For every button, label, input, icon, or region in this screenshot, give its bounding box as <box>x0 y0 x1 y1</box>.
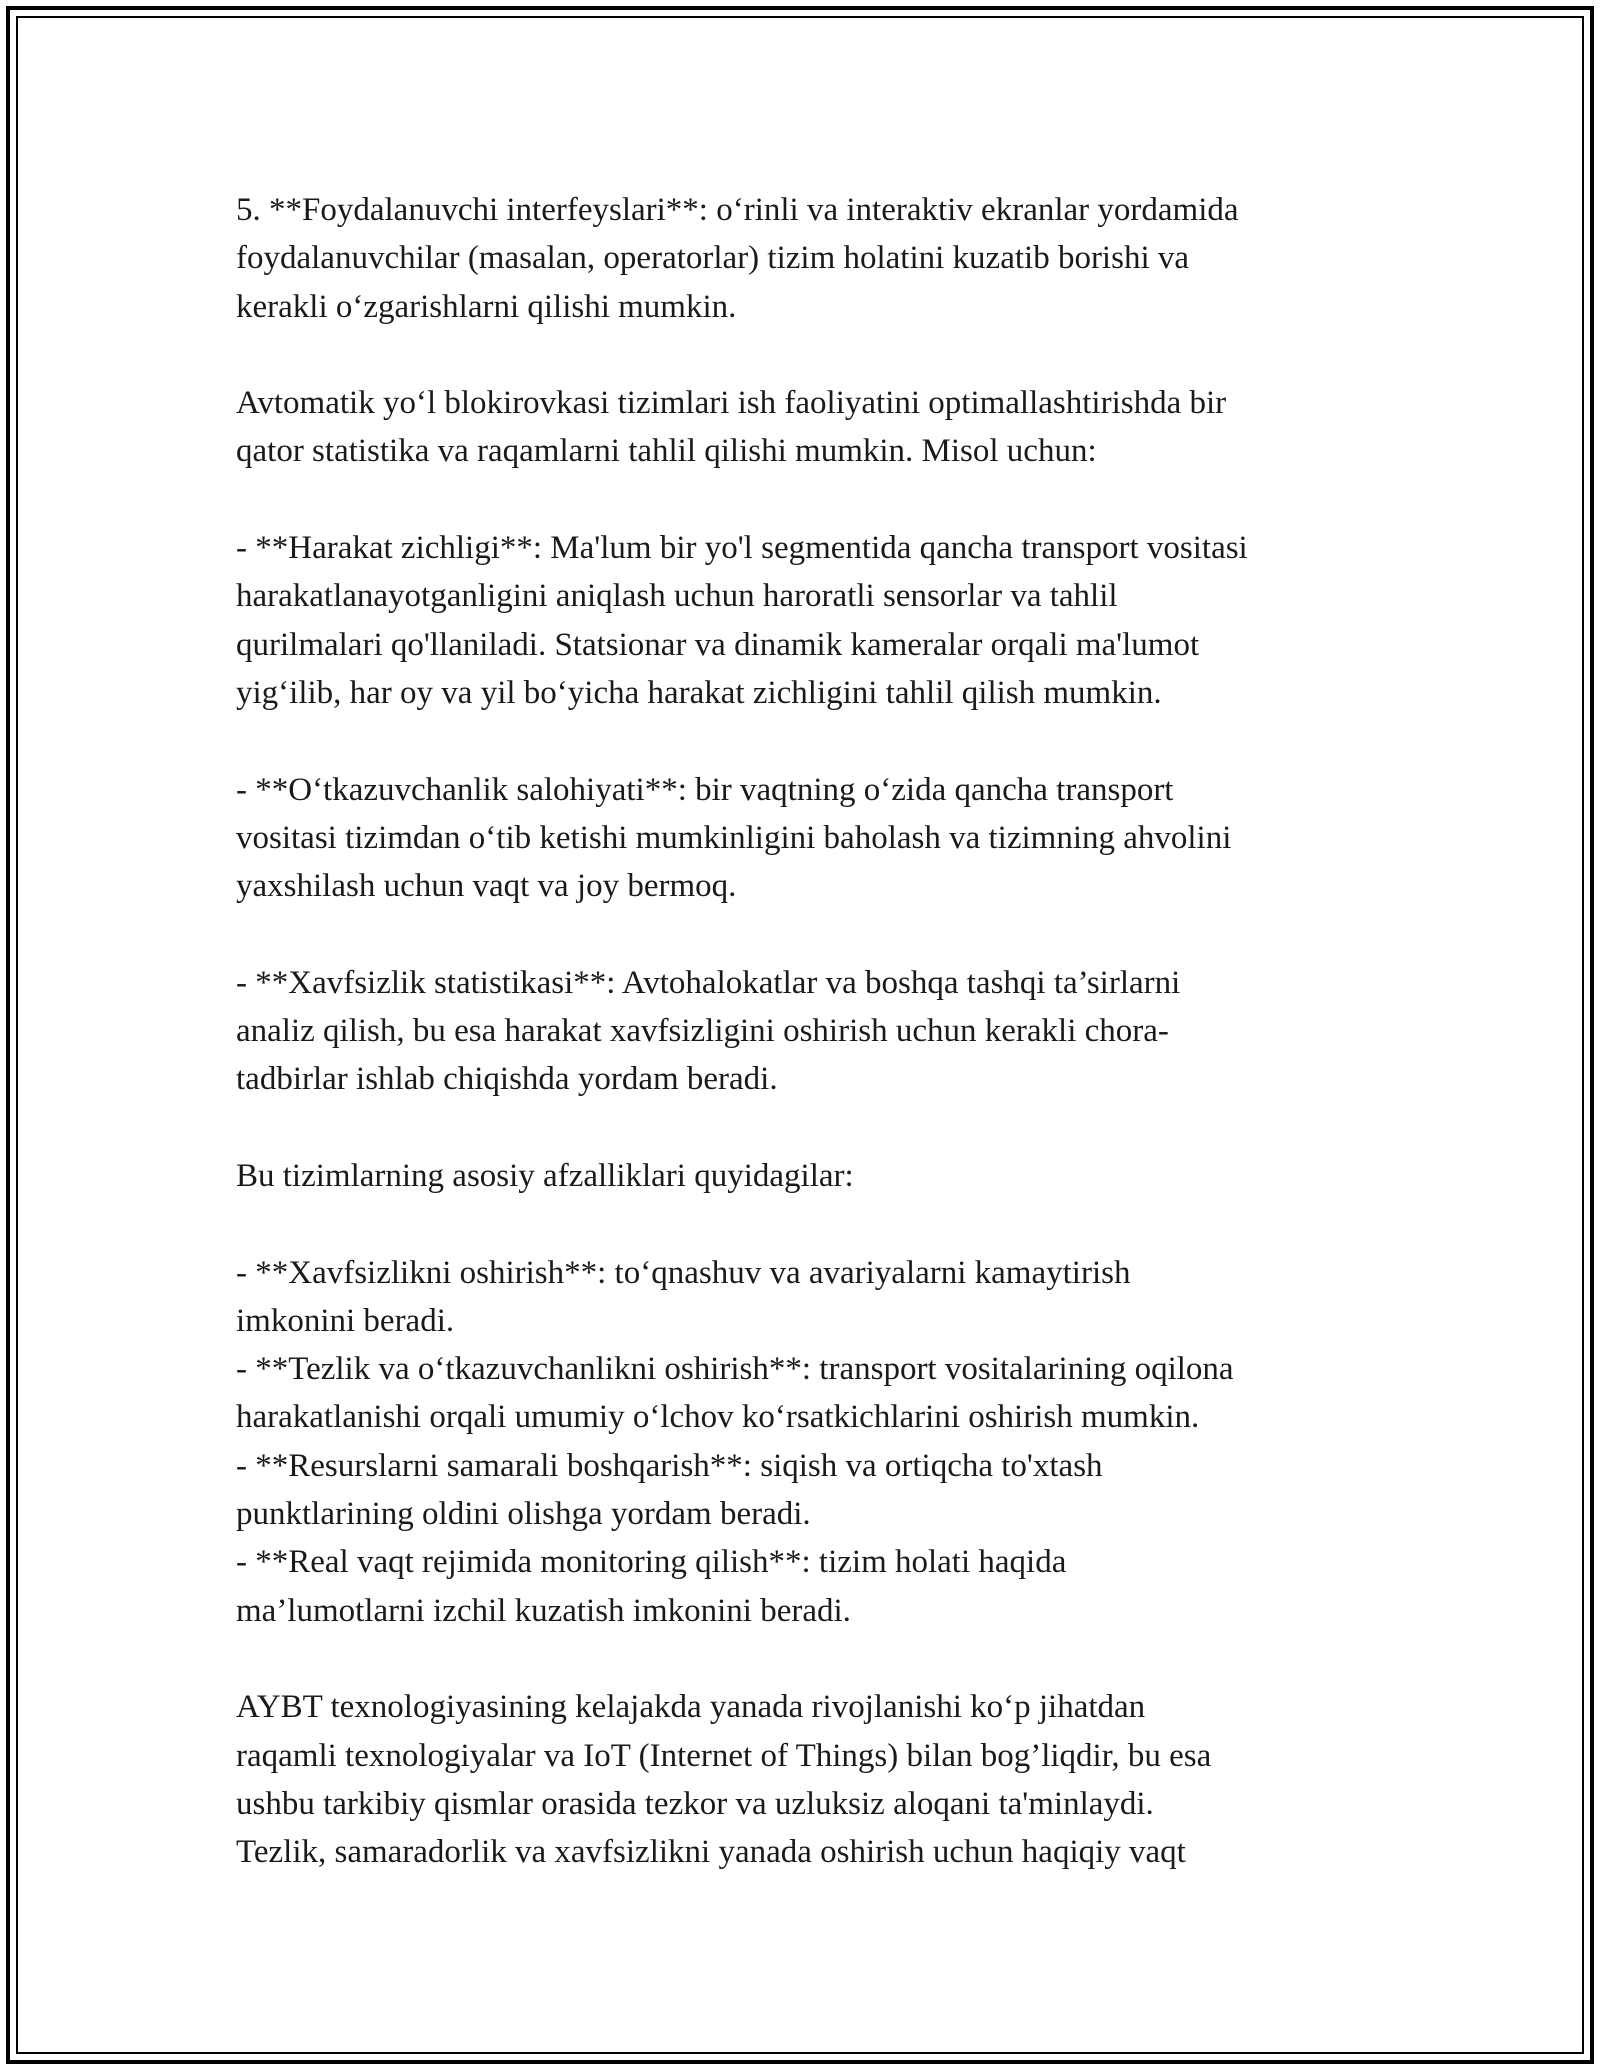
paragraph-advantages-intro: Bu tizimlarning asosiy afzalliklari quyidagilar: <box>236 1157 854 1194</box>
paragraph-spacer <box>236 1200 1376 1248</box>
paragraph-traffic-density: - **Harakat zichligi**: Ma'lum bir yo'l segmentida qancha transport vositasi harakatlanayotganligini aniqlash uchun haroratli sensorlar va tahlil qurilmalari qo'llaniladi. Statsionar va dinamik kameralar orqali ma'lumot yig‘ilib, har oy va yil bo‘yicha harakat zichligini tahlil qilish mumkin. <box>236 530 1248 711</box>
paragraph-spacer <box>236 331 1376 379</box>
paragraph-spacer <box>236 910 1376 958</box>
paragraph-future-development: AYBT texnologiyasining kelajakda yanada rivojlanishi ko‘p jihatdan raqamli texnologiyalar va IoT (Internet of Things) bilan bog’liqdir, bu esa ushbu tarkibiy qismlar orasida tezkor va uzluksiz aloqani ta'minlaydi. Tezlik, samaradorlik va xavfsizlikni yanada oshirish uchun haqiqiy vaqt <box>236 1689 1212 1871</box>
list-advantages: - **Xavfsizlikni oshirish**: to‘qnashuv va avariyalarni kamaytirish imkonini beradi. - **Tezlik va o‘tkazuvchanlikni oshirish**: transport vositalarining oqilona harakatlanishi orqali umumiy o‘lchov ko‘rsatkichlarini oshirish mumkin. - **Resurslarni samarali boshqarish**: siqish va ortiqcha to'xtash punktlarining oldini olishga yordam beradi. - **Real vaqt rejimida monitoring qilish**: tizim holati haqida ma’lumotlarni izchil kuzatish imkonini beradi. <box>236 1254 1234 1629</box>
paragraph-throughput-capacity: - **O‘tkazuvchanlik salohiyati**: bir vaqtning o‘zida qancha transport vositasi tizimdan o‘tib ketishi mumkinligini baholash va tizimning ahvolini yaxshilash uchun vaqt va joy bermoq. <box>236 771 1232 905</box>
paragraph-user-interfaces: 5. **Foydalanuvchi interfeyslari**: o‘rinli va interaktiv ekranlar yordamida foydalanuvchilar (masalan, operatorlar) tizim holatini kuzatib borishi va kerakli o‘zgarishlarni qilishi mumkin. <box>236 192 1239 325</box>
paragraph-statistics-intro: Avtomatik yo‘l blokirovkasi tizimlari ish faoliyatini optimallashtirishda bir qator statistika va raqamlarni tahlil qilishi mumkin. Misol uchun: <box>236 385 1227 470</box>
paragraph-safety-statistics: - **Xavfsizlik statistikasi**: Avtohalokatlar va boshqa tashqi ta’sirlarni analiz qilish, bu esa harakat xavfsizligini oshirish uchun kerakli chora- tadbirlar ishlab chiqishda yordam beradi. <box>236 964 1181 1098</box>
paragraph-spacer <box>236 1635 1376 1683</box>
paragraph-spacer <box>236 476 1376 524</box>
paragraph-spacer <box>236 717 1376 765</box>
document-body <box>236 186 1376 1876</box>
paragraph-spacer <box>236 1104 1376 1152</box>
